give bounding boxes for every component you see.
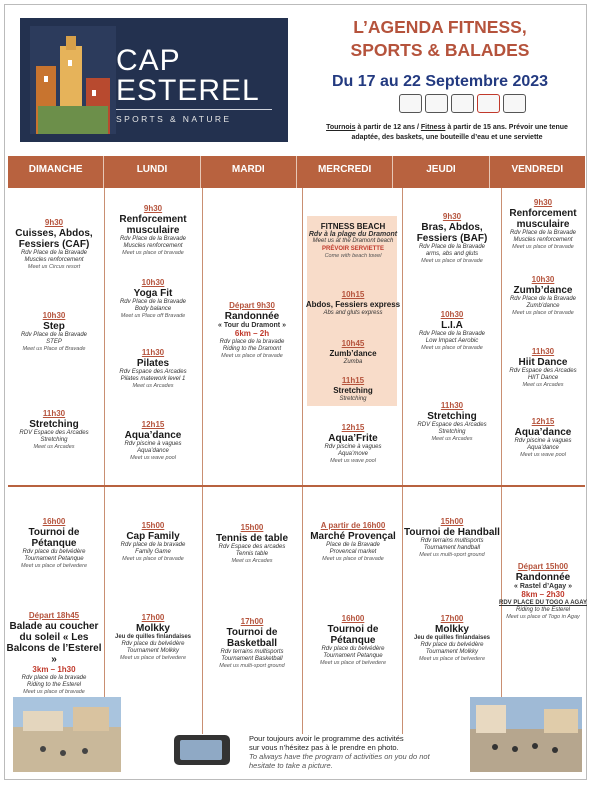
activity-subtitle: HIIT Dance: [527, 375, 559, 381]
activity-meeting: Meet us place of belvedere: [20, 563, 88, 569]
logo-tagline: SPORTS & NATURE: [116, 114, 232, 124]
activity-place: Rdv place du belvédère: [22, 549, 86, 555]
activity-place: Rdv place du belvédère: [121, 641, 185, 647]
activity-meeting: Meet us Arcades: [33, 444, 75, 450]
activity-time: 10h30: [440, 310, 464, 319]
activity-meeting: Meet us Circus resort: [27, 264, 81, 270]
activity-name: Tournoi de Pétanque: [28, 527, 80, 549]
activity-subtitle: Muscles renforcement: [513, 237, 573, 243]
activity-time: 9h30: [143, 204, 163, 213]
logo-divider: [116, 109, 272, 110]
activity-subtitle: Muscles renforcement: [123, 243, 183, 249]
activity-name: Aqua’Frite: [328, 433, 378, 444]
activity-time: 16h00: [341, 614, 365, 623]
activity-place: Rdv place de la bravade: [21, 675, 87, 681]
activity-meeting: Meet us place of Togo in Agay: [506, 614, 580, 620]
activity-place: Rdv Place de la Bravade: [418, 331, 486, 337]
title-line1: L’AGENDA FITNESS,: [353, 17, 527, 37]
day-header: JEUDI: [393, 156, 489, 188]
activity-name: Abdos, Fessiers express: [305, 300, 401, 309]
activity-subtitle: Tennis table: [235, 551, 269, 557]
activity-subtitle: Aqua’dance: [137, 448, 169, 454]
activity-distance: 3km – 1h30: [32, 665, 76, 674]
activity-place: Rdv place du belvédère: [420, 642, 484, 648]
activity-name-detail: « Rastel d’Agay »: [514, 583, 572, 590]
activity-meeting: Meet us place of belvedere: [319, 660, 387, 666]
photo-illustration: [13, 697, 121, 772]
activity-name: Step: [43, 321, 65, 332]
activity-name-detail: Jeu de quilles finlandaises: [114, 634, 192, 640]
activity-name: Zumb’dance: [513, 285, 573, 296]
activity-subtitle: Tournament handball: [423, 545, 481, 551]
activity-subtitle: Riding to the Dramont: [222, 346, 282, 352]
activity-card: [404, 517, 500, 559]
activity-meeting: Meet us place of bravade: [512, 244, 574, 250]
activity-meeting: Meet us Arcades: [132, 383, 174, 389]
activity-time: 11h30: [440, 401, 464, 410]
activity-subtitle: Tournament Basketball: [221, 656, 283, 662]
activity-place: Rdv Place de la Bravade: [119, 236, 187, 242]
activity-time: 10h30: [141, 278, 165, 287]
activity-time: 11h30: [42, 409, 66, 418]
activity-time: 10h30: [531, 275, 555, 284]
activity-card: [204, 617, 300, 670]
activity-name: Tennis de table: [215, 533, 289, 544]
activity-subtitle: STEP: [46, 339, 62, 345]
note-part1: à partir de 12 ans /: [355, 124, 421, 131]
group-class-photo: [470, 697, 582, 772]
activity-place: Rdv Place de la Bravade: [119, 299, 187, 305]
activity-meeting: Meet us place of bravade: [421, 345, 483, 351]
footer-line2: sur vous n’hésitez pas à le prendre en photo.: [249, 743, 399, 752]
activity-meeting: Meet us multi-sport ground: [219, 663, 285, 669]
sneaker-icon: [451, 94, 474, 113]
activity-time: 12h15: [531, 417, 555, 426]
activity-subtitle: Riding to the Esterel: [26, 682, 82, 688]
activity-place: Rdv Place de la Bravade: [20, 332, 88, 338]
activity-place: Rdv Place de la Bravade: [509, 296, 577, 302]
activity-time: Départ 18h45: [28, 611, 80, 620]
day-header-row: [8, 156, 585, 188]
activity-meeting: Meet us place of bravade: [122, 556, 184, 562]
outdoor-fitness-photo: [13, 697, 121, 772]
activity-subtitle: Tournament Petanque: [24, 556, 84, 562]
column-divider: [202, 188, 203, 734]
activity-name: Hiit Dance: [518, 357, 568, 368]
activity-name: Renforcement musculaire: [509, 208, 577, 230]
activity-card: [6, 311, 102, 353]
activity-place: Rdv piscine à vagues: [124, 441, 182, 447]
activity-card: [6, 409, 102, 451]
activity-meeting: Meet us Arcades: [231, 558, 273, 564]
activity-meeting: Meet us wave pool: [330, 458, 376, 464]
activity-time: 16h00: [42, 517, 66, 526]
activity-subtitle: Low Impact Aerobic: [425, 338, 479, 344]
activity-subtitle: arms, abs and gluts: [425, 251, 479, 257]
activity-towel-reminder: PRÉVOIR SERVIETTE: [322, 246, 384, 252]
activity-name: Marché Provençal: [310, 531, 396, 542]
activity-card: [404, 401, 500, 443]
activity-place: Rdv Place de la Bravade: [418, 244, 486, 250]
activity-card: [495, 275, 591, 317]
activity-meeting: Come with beach towel: [324, 253, 382, 259]
activity-subtitle: Tournament Petanque: [323, 653, 383, 659]
activity-time: 11h30: [531, 347, 555, 356]
activity-name: Zumb’dance: [329, 349, 377, 358]
activity-time: 9h30: [442, 212, 462, 221]
activity-subtitle: Zumba: [343, 359, 363, 365]
note-fitness: Fitness: [420, 124, 446, 131]
activity-meeting: Meet us Place off Bravade: [120, 313, 186, 319]
activity-name-detail: « Tour du Dramont »: [218, 322, 286, 329]
activity-subtitle: Family Game: [135, 549, 171, 555]
activity-time: 17h00: [240, 617, 264, 626]
activity-card: [105, 348, 201, 390]
activity-name: Stretching: [29, 419, 79, 430]
activity-place: Rdv Espace des Arcades: [119, 369, 187, 375]
activity-card: [6, 611, 102, 696]
activity-name: Aqua’dance: [124, 430, 182, 441]
activity-card: [404, 614, 500, 663]
note-tournois: Tournois: [326, 124, 356, 131]
activity-card: [305, 614, 401, 667]
activity-name: Aqua’dance: [514, 427, 572, 438]
activity-time: 10h15: [341, 290, 365, 299]
activity-card: [305, 376, 401, 403]
activity-name: Molkky: [136, 623, 170, 634]
activity-distance: 6km – 2h: [234, 329, 270, 338]
activity-name: Balade au coucher du soleil « Les Balcons de l’Esterel »: [6, 621, 102, 665]
activity-subtitle: Tournament Molkky: [425, 649, 479, 655]
activity-subtitle: Stretching: [438, 429, 466, 435]
column-divider: [501, 188, 502, 734]
activity-place: Rdv place de la bravade: [219, 339, 285, 345]
activity-card: [105, 278, 201, 320]
water-bottle-icon: [425, 94, 448, 113]
column-divider: [302, 188, 303, 734]
activity-card: [204, 301, 300, 360]
activity-card: [495, 347, 591, 389]
footer-line1: Pour toujours avoir le programme des activités: [249, 734, 404, 743]
column-divider: [402, 188, 403, 734]
activity-subtitle: Stretching: [40, 437, 68, 443]
activity-time: 15h00: [240, 523, 264, 532]
activity-subtitle: Muscles renforcement: [24, 257, 84, 263]
equipment-icons: [399, 94, 526, 113]
activity-name: Tournoi de Basketball: [226, 627, 278, 649]
activity-card: [305, 222, 401, 260]
activity-subtitle: Provencal market: [329, 549, 377, 555]
activity-place: Rdv terrains multisports: [420, 538, 484, 544]
activity-card: [404, 212, 500, 265]
day-header: MARDI: [201, 156, 297, 188]
logo-name-line2: ESTEREL: [116, 74, 260, 107]
phone-screen: [180, 740, 222, 760]
activity-time: 17h00: [440, 614, 464, 623]
activity-name: L.I.A: [441, 320, 463, 331]
activity-card: [495, 198, 591, 251]
activity-subtitle: Aqua’dance: [527, 445, 559, 451]
activity-time: 10h30: [42, 311, 66, 320]
note-part2: à partir de 15 ans. Prévoir une tenue adaptée, des baskets, une bouteille d’eau et une serviette: [351, 124, 568, 141]
afternoon-divider: [8, 485, 585, 487]
activity-meeting: Meet us place of bravade: [122, 250, 184, 256]
day-header: DIMANCHE: [8, 156, 104, 188]
photo-reminder-note: [249, 734, 449, 770]
activity-place: Rdv Espace des arcades: [218, 544, 286, 550]
activity-place: Rdv Place de la Bravade: [509, 230, 577, 236]
activity-time: 15h00: [440, 517, 464, 526]
activity-name: Cuisses, Abdos, Fessiers (CAF): [15, 228, 93, 250]
tshirt-icon: [503, 94, 526, 113]
activity-subtitle: Meet us at the Dramont beach: [312, 238, 394, 244]
activity-time: Départ 15h00: [517, 562, 569, 571]
village-illustration: [30, 26, 116, 134]
activity-name: Randonnée: [515, 572, 571, 583]
activity-name: Pilates: [136, 358, 170, 369]
activity-time: 10h45: [341, 339, 365, 348]
activity-subtitle: Tournament Molkky: [126, 648, 180, 654]
activity-card: [305, 423, 401, 465]
activity-place: Rdv terrains multisports: [220, 649, 284, 655]
activity-card: [105, 613, 201, 662]
activity-meeting: Meet us place of bravade: [512, 310, 574, 316]
activity-name-detail: Jeu de quilles finlandaises: [413, 635, 491, 641]
day-header: MERCREDI: [297, 156, 393, 188]
activity-card: [105, 204, 201, 257]
activity-card: [105, 521, 201, 563]
activity-place: Rdv Place de la Bravade: [20, 250, 88, 256]
activity-meeting: Meet us place of bravade: [221, 353, 283, 359]
activity-place: Rdv place de la bravade: [120, 542, 186, 548]
activity-name: Tournoi de Pétanque: [327, 624, 379, 646]
footer-line3: To always have the program of activities on you do not hesitate to take a picture.: [249, 752, 430, 770]
age-requirements-note: [312, 123, 582, 143]
activity-card: [495, 562, 591, 621]
activity-name: Stretching: [427, 411, 477, 422]
activity-subtitle: Pilates matework level 1: [120, 376, 186, 382]
activity-name: Cap Family: [126, 531, 180, 542]
activity-name: Molkky: [435, 624, 469, 635]
activity-card: [6, 517, 102, 570]
activity-time: 17h00: [141, 613, 165, 622]
activity-subtitle: Aqua’move: [337, 451, 369, 457]
activity-subtitle: Body balance: [134, 306, 172, 312]
activity-card: [105, 420, 201, 462]
activity-time: 9h30: [44, 218, 64, 227]
activity-meeting: Meet us place of bravade: [421, 258, 483, 264]
activity-subtitle: Riding to the Esterel: [515, 607, 571, 613]
phone-icon: [174, 735, 230, 765]
activity-name: FITNESS BEACH: [320, 222, 386, 231]
activity-meeting: Meet us wave pool: [520, 452, 566, 458]
activity-time: 11h15: [341, 376, 365, 385]
no-swimsuit-icon: [477, 94, 500, 113]
date-range: Du 17 au 22 Septembre 2023: [331, 73, 549, 90]
activity-meeting: Meet us place of belvedere: [119, 655, 187, 661]
title-line2: SPORTS & BALADES: [350, 40, 530, 60]
activity-meeting: Meet us place of bravade: [322, 556, 384, 562]
activity-meeting: Meet us Place of Bravade: [22, 346, 86, 352]
activity-meeting: Meet us Arcades: [431, 436, 473, 442]
activity-time: 12h15: [141, 420, 165, 429]
activity-place: Rdv piscine à vagues: [324, 444, 382, 450]
activity-meeting: Meet us wave pool: [130, 455, 176, 461]
activity-distance: 8km – 2h30: [521, 590, 565, 599]
photo-illustration: [470, 697, 582, 772]
activity-name: Randonnée: [224, 311, 280, 322]
activity-time: 15h00: [141, 521, 165, 530]
activity-place: Rdv place du belvédère: [321, 646, 385, 652]
activity-card: [305, 290, 401, 317]
activity-time: 12h15: [341, 423, 365, 432]
activity-meeting: Meet us place of bravade: [23, 689, 85, 695]
activity-time: 11h30: [141, 348, 165, 357]
logo-name-line1: CAP: [116, 44, 181, 77]
activity-card: [305, 521, 401, 563]
activity-place: Place de la Bravade: [326, 542, 380, 548]
cap-esterel-logo: [20, 18, 288, 142]
activity-card: [404, 310, 500, 352]
activity-place: RDV Espace des Arcades: [19, 430, 89, 436]
activity-card: [204, 523, 300, 565]
activity-meeting: Meet us place of belvedere: [418, 656, 486, 662]
day-header: LUNDI: [104, 156, 200, 188]
activity-place: Rdv Espace des Arcades: [509, 368, 577, 374]
activity-name: Renforcement musculaire: [119, 214, 187, 236]
activity-subtitle: Stretching: [339, 396, 367, 402]
activity-meeting: Meet us multi-sport ground: [419, 552, 485, 558]
activity-name: Yoga Fit: [133, 288, 173, 299]
activity-card: [305, 339, 401, 366]
activity-name: Bras, Abdos, Fessiers (BAF): [416, 222, 488, 244]
activity-meeting: Meet us Arcades: [522, 382, 564, 388]
activity-place: RDV PLACE DU TOGO A AGAY: [498, 600, 587, 606]
towel-icon: [399, 94, 422, 113]
activity-place: Rdv à la plage du Dramont: [308, 231, 398, 238]
day-header: VENDREDI: [511, 164, 564, 175]
page-title: [296, 16, 584, 62]
activity-time: Départ 9h30: [229, 301, 275, 310]
activity-place: Rdv piscine à vagues: [514, 438, 572, 444]
activity-card: [495, 417, 591, 459]
activity-time: A partir de 16h00: [320, 521, 386, 530]
activity-subtitle: Zumb’dance: [526, 303, 560, 309]
activity-name: Stretching: [333, 386, 373, 395]
activity-time: 9h30: [533, 198, 553, 207]
activity-name: Tournoi de Handball: [404, 527, 500, 538]
activity-card: [6, 218, 102, 271]
activity-subtitle: Abs and gluts express: [323, 310, 383, 316]
activity-place: RDV Espace des Arcades: [417, 422, 487, 428]
